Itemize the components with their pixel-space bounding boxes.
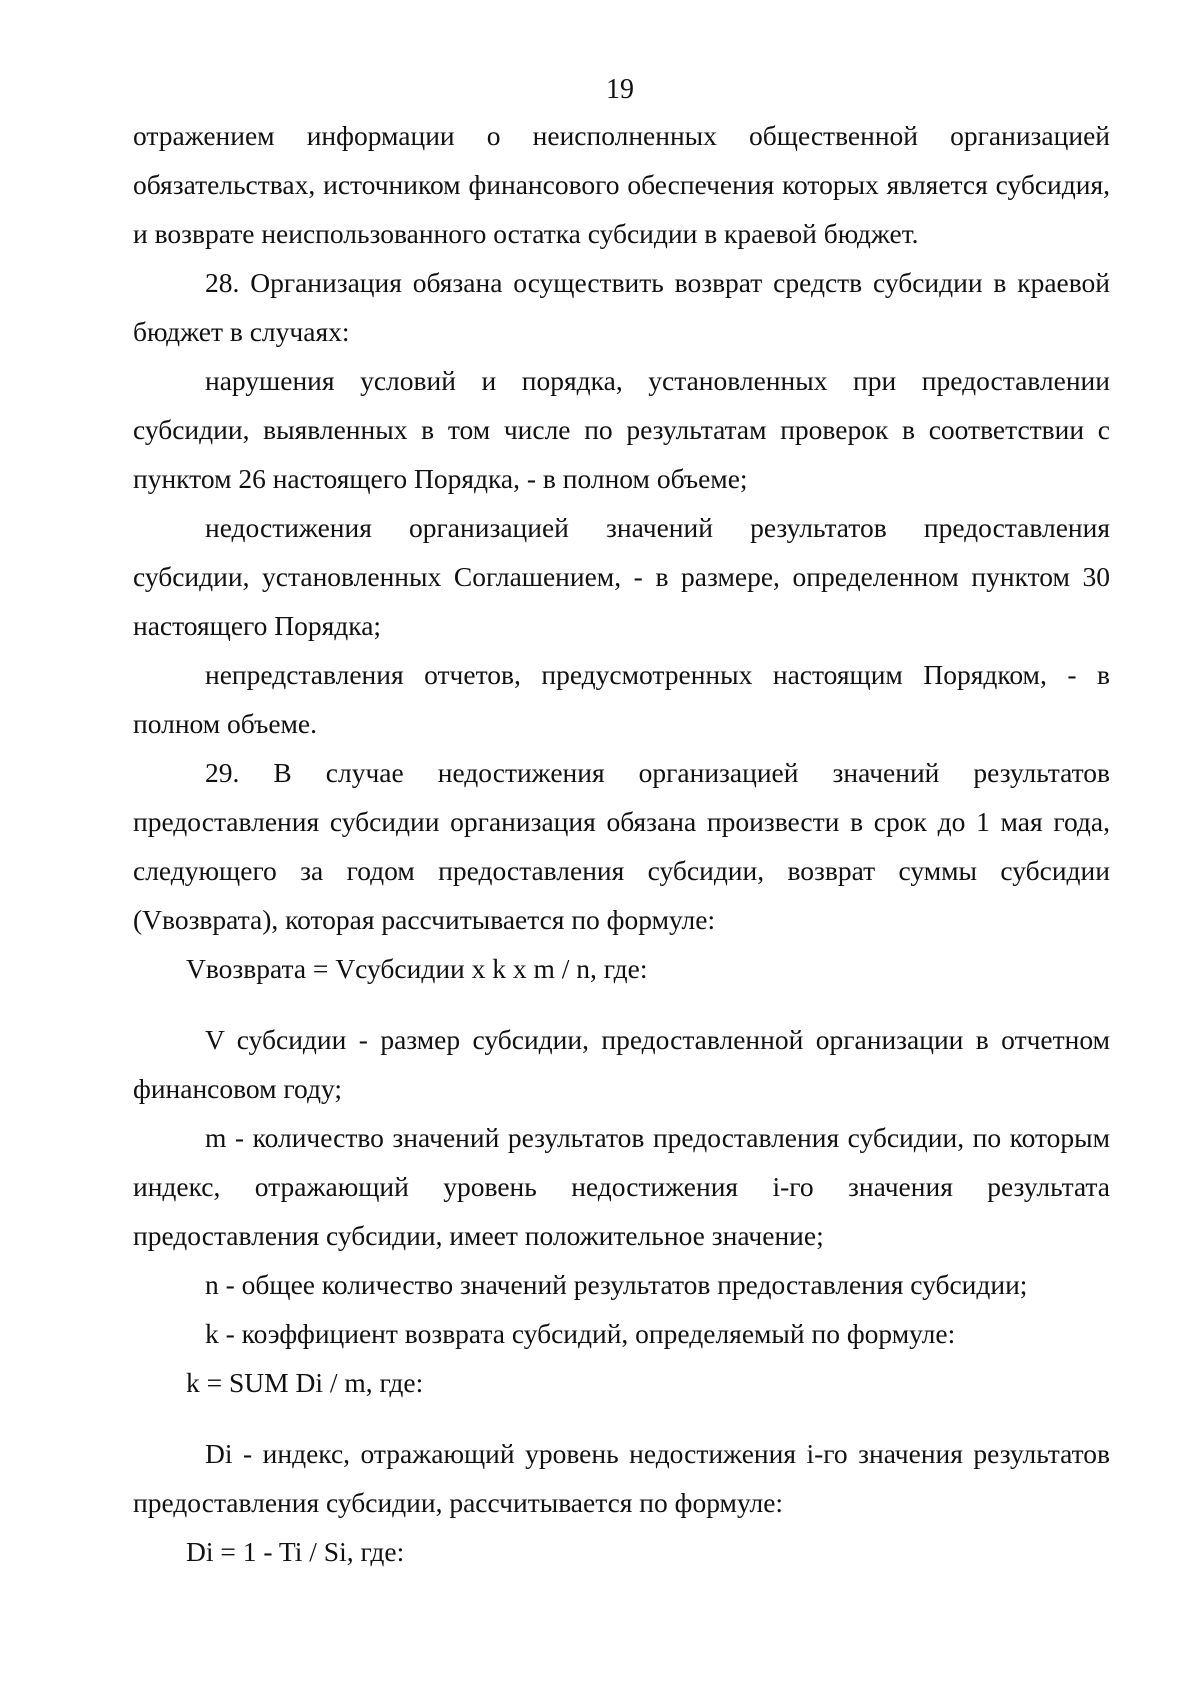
paragraph-case-reports: непредставления отчетов, предусмотренных настоящим Порядком, - в полном объеме.	[133, 659, 1110, 739]
paragraph-case-violation: нарушения условий и порядка, установленных при предоставлении субсидии, выявленных в том числе по результатам проверок в соответствии с пунктом 26 настоящего Порядка, - в полном объеме;	[133, 365, 1110, 494]
formula-k: k = SUM Di / m, где:	[186, 1367, 424, 1398]
paragraph-item-29: 29. В случае недостижения организацией значений результатов предоставления субсидии организация обязана произвести в срок до 1 мая года, следующего за годом предоставления субсидии, возврат суммы субсидии (Vвозврата), которая рассчитывается по формуле:	[133, 757, 1110, 935]
formula-di: Di = 1 - Ti / Si, где:	[186, 1536, 405, 1567]
definition-m: m - количество значений результатов предоставления субсидии, по которым индекс, отражающий уровень недостижения i-го значения результата предоставления субсидии, имеет положительное значение;	[133, 1122, 1110, 1251]
definition-v-subsidy: V субсидии - размер субсидии, предоставленной организации в отчетном финансовом году;	[133, 1024, 1110, 1104]
paragraph-item-28: 28. Организация обязана осуществить возврат средств субсидии в краевой бюджет в случаях:	[133, 267, 1110, 347]
paragraph-case-nonachievement: недостижения организацией значений результатов предоставления субсидии, установленных Соглашением, - в размере, определенном пунктом 30 настоящего Порядка;	[133, 512, 1110, 641]
paragraph-continuation: отражением информации о неисполненных общественной организацией обязательствах, источником финансового обеспечения которых является субсидия, и возврате неиспользованного остатка субсидии в краевой бюджет.	[133, 120, 1110, 249]
formula-return-volume: Vвозврата = Vсубсидии x k x m / n, где:	[186, 953, 648, 984]
page-number: 19	[606, 74, 634, 105]
definition-k: k - коэффициент возврата субсидий, определяемый по формуле:	[205, 1318, 956, 1349]
page-body	[133, 111, 1110, 1576]
definition-di: Di - индекс, отражающий уровень недостижения i-го значения результатов предоставления субсидии, рассчитывается по формуле:	[133, 1438, 1110, 1518]
definition-n: n - общее количество значений результатов предоставления субсидии;	[205, 1269, 1028, 1300]
